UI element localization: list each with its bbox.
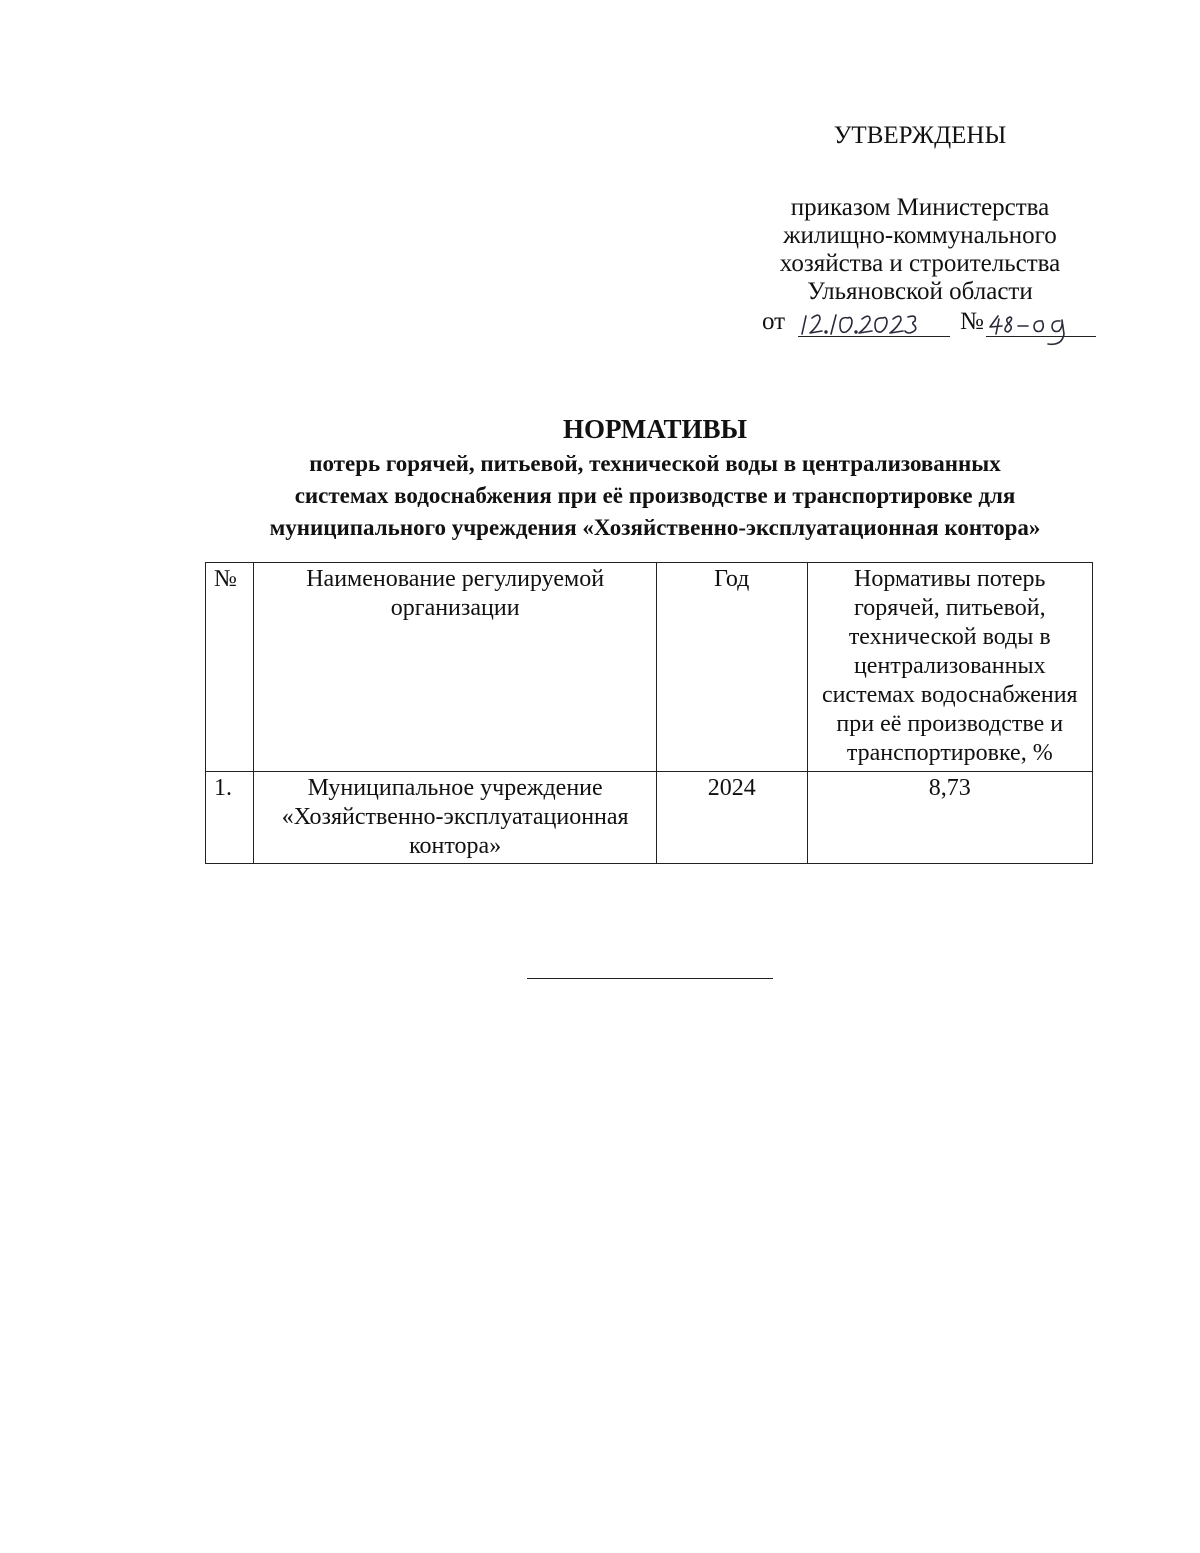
order-date-number-line — [740, 308, 1100, 342]
subtitle-line: системах водоснабжения при её производстве и транспортировке для — [294, 483, 1016, 508]
subtitle-line: потерь горячей, питьевой, технической воды в централизованных — [309, 451, 1001, 476]
closing-divider — [527, 978, 773, 979]
row-loss-norm-value: 8,73 — [807, 772, 1092, 864]
approved-label: УТВЕРЖДЕНЫ — [833, 122, 1007, 149]
number-prefix: № — [960, 308, 984, 335]
approval-line: жилищно-коммунального — [783, 222, 1057, 249]
row-organization-name: Муниципальное учреждение «Хозяйственно-эксплуатационная контора» — [254, 772, 657, 864]
table-header-row — [206, 563, 1093, 772]
header-loss-norms: Нормативы потерь горячей, питьевой, технической воды в централизованных системах водоснабжения при её производстве и транспортировке, % — [807, 563, 1092, 772]
table-row — [206, 772, 1093, 864]
norms-table — [205, 562, 1093, 864]
row-number: 1. — [206, 772, 254, 864]
approval-line: хозяйства и строительства — [779, 250, 1061, 277]
subtitle-line: муниципального учреждения «Хозяйственно-эксплуатационная контора» — [269, 515, 1041, 540]
header-number: № — [206, 563, 254, 772]
date-prefix: от — [762, 308, 786, 335]
header-organization-name: Наименование регулируемой организации — [254, 563, 657, 772]
approval-line: Ульяновской области — [807, 278, 1033, 305]
document-title: НОРМАТИВЫ — [562, 414, 748, 444]
header-year: Год — [656, 563, 807, 772]
row-year: 2024 — [656, 772, 807, 864]
handwritten-date-and-number — [740, 308, 1100, 342]
approval-line: приказом Министерства — [790, 194, 1050, 221]
approval-block — [740, 122, 1100, 342]
document-subtitle — [120, 448, 1190, 544]
